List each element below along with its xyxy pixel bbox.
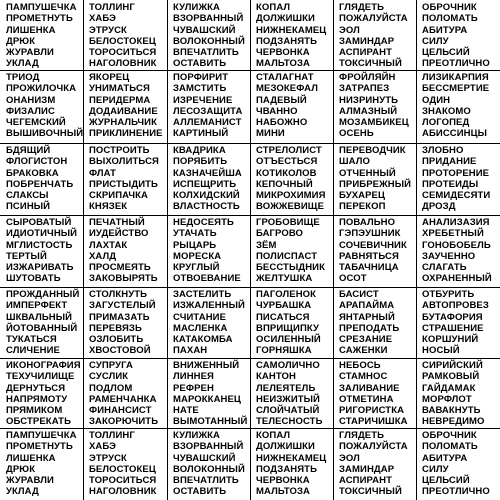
grid-word: ВЫШИВОЧНЫЙ — [6, 128, 83, 140]
grid-word: ФЛОГИСТОН — [6, 156, 68, 168]
grid-word: САМОЛИЧНО — [256, 360, 320, 371]
grid-word: ДРЮК — [6, 463, 36, 475]
grid-word: ОБРОЧНИК — [422, 430, 477, 441]
grid-word: ГЭПЭУШНИК — [339, 228, 401, 240]
grid-word: ЭТРУСК — [89, 24, 127, 36]
grid-word: ПОДЗАНЯТЬ — [256, 35, 318, 47]
grid-word: ИУДЕЙСТВО — [89, 228, 149, 240]
grid-word: ПОРЯБИТЬ — [173, 156, 228, 168]
grid-word: ЗАГУСТЕЛЫЙ — [89, 300, 156, 312]
grid-cell — [83, 0, 167, 70]
grid-word: ЛОГОПЕД — [422, 117, 470, 129]
grid-word: ПОДЛОМ — [89, 382, 133, 394]
grid-word: ЗАМИНДАР — [339, 463, 395, 475]
grid-word: НЕБОСЬ — [339, 360, 381, 371]
grid-word: ПАМПУШЕЧКА — [6, 430, 77, 441]
grid-word: ВОЖЖЕВИЩЕ — [256, 201, 325, 213]
grid-word: ПРЕПОДАТЬ — [339, 322, 400, 334]
grid-word: НЕДОСЕЯТЬ — [173, 217, 234, 228]
grid-cell — [0, 215, 83, 287]
grid-word: ЖУРАВЛИ — [6, 47, 54, 59]
grid-word: СЛОЙЧАТЫЙ — [256, 405, 320, 417]
grid-word: ЧУВАШСКИЙ — [173, 24, 236, 36]
grid-word: СЫРОВАТЫЙ — [6, 217, 72, 228]
grid-cell — [167, 70, 250, 143]
grid-word: МОРФЛОТ — [422, 393, 472, 405]
grid-cell — [167, 358, 250, 428]
grid-word: ОТЪЕСТЬСЯ — [256, 156, 318, 168]
grid-word: ПОЛОМАТЬ — [422, 13, 478, 25]
grid-word: МАЛЬТОЗА — [256, 486, 310, 498]
grid-word: ЧЕРВОНКА — [256, 475, 310, 487]
grid-word: СЛИЧЕНИЕ — [6, 345, 60, 357]
grid-word: УНИМАТЬСЯ — [89, 83, 150, 95]
grid-word: ДОЛЖИШКИ — [256, 13, 315, 25]
grid-word: НАПРЯМОТУ — [6, 393, 68, 405]
grid-word: ВПРИЩИПКУ — [256, 322, 320, 334]
grid-word: ЗАМСТИТЬ — [173, 83, 227, 95]
grid-word: КУЛИЖКА — [173, 2, 221, 13]
grid-word: ИДИОТИЧНЫЙ — [6, 228, 78, 240]
grid-word: ФИЗАЛИС — [6, 105, 55, 117]
grid-cell — [333, 358, 416, 428]
grid-word: ПЕРЕВОДЧИК — [339, 145, 406, 156]
grid-word: ПРИКЛИНЕНИЕ — [89, 128, 163, 140]
grid-word: ПЕЧАТНЫЙ — [89, 217, 145, 228]
grid-word: ПСИНЫЙ — [6, 201, 51, 213]
grid-word: РИГОРИСТКА — [339, 405, 405, 417]
grid-word: СОЧЕВИЧНИК — [339, 239, 407, 251]
grid-word: НЕИЗЖИТЫЙ — [256, 393, 320, 405]
grid-word: ЧВАННО — [256, 105, 298, 117]
grid-word: ЛИЗИКАРПИЯ — [422, 72, 489, 83]
grid-cell — [0, 70, 83, 143]
grid-word: КВАДРИКА — [173, 145, 226, 156]
grid-word: ДОЛЖИШКИ — [256, 441, 315, 453]
grid-word: НАГОЛОВНИК — [89, 486, 157, 498]
grid-word: ЛИШЕНКА — [6, 452, 56, 464]
grid-word: ПОЖАЛУЙСТА — [339, 441, 408, 453]
grid-word: ПОБРЕНЧАТЬ — [6, 178, 74, 190]
grid-word: СТОЛКНУТЬ — [89, 289, 148, 300]
grid-word: КОЛХИДСКИЙ — [173, 190, 240, 202]
grid-word: ЛЕЛЕЯТЕЛЬ — [256, 382, 316, 394]
grid-word: ЯКОРЕЦ — [89, 72, 130, 83]
grid-word: ОЗЛОБИТЬ — [89, 334, 144, 346]
grid-cell — [416, 70, 500, 143]
grid-cell — [333, 0, 416, 70]
grid-word: ШАЛО — [339, 156, 370, 168]
grid-word: ЗАКОРЮЧИТЬ — [89, 416, 159, 428]
grid-word: НОСЫЙ — [422, 345, 460, 357]
grid-cell — [83, 358, 167, 428]
grid-word: ДРОЗД — [422, 201, 456, 213]
grid-word: БРАКОВКА — [6, 167, 59, 179]
grid-word: МГЛИСТОСТЬ — [6, 239, 73, 251]
grid-word: ПАХАН — [173, 345, 208, 357]
grid-word: РАВНЯТЬСЯ — [339, 250, 399, 262]
grid-word: ЗАУЧЕННО — [422, 250, 476, 262]
grid-word: УКЛАД — [6, 58, 39, 70]
grid-word: ИЗЖАЛЕННЫЙ — [173, 300, 245, 312]
grid-word: БЕЛОСТОКЕЦ — [89, 35, 156, 47]
grid-cell — [250, 143, 333, 215]
grid-word: НИЖНЕКАМЕЦ — [256, 452, 327, 464]
grid-word: МАЛЬТОЗА — [256, 58, 310, 70]
grid-word: БАСИСТ — [339, 289, 379, 300]
grid-cell — [250, 358, 333, 428]
grid-word: БЕССТЫДНИК — [256, 262, 326, 274]
grid-word: ПРИСТЫДИТЬ — [89, 178, 158, 190]
grid-word: ФРОЙЛЯЙН — [339, 72, 396, 83]
grid-word: АВТОПРОВЕЗ — [422, 300, 489, 312]
grid-word: ГАЙДАМАК — [422, 382, 476, 394]
grid-word: ТУКАТЬСЯ — [6, 334, 57, 346]
grid-word: ФЛАТ — [89, 167, 117, 179]
grid-word: ВПЕЧАТЛИТЬ — [173, 475, 239, 487]
grid-word: ПОСТРОИТЬ — [89, 145, 150, 156]
grid-word: СКРИПАЧКА — [89, 190, 149, 202]
grid-cell — [416, 0, 500, 70]
grid-word: КАТАКОМБА — [173, 334, 233, 346]
grid-word: БУТАФОРИЯ — [422, 311, 483, 323]
grid-word: ДОДАИВАНИЕ — [89, 105, 158, 117]
grid-word: АЛМАЗНЫЙ — [339, 105, 398, 117]
grid-word: СЛАКСЫ — [6, 190, 49, 202]
grid-word: ПРОТЕИДЫ — [422, 178, 479, 190]
grid-word: ПРОЖИЛОЧКА — [6, 83, 77, 95]
grid-word: НЕВРЕДИМО — [422, 416, 485, 428]
grid-word: ЧУВАШСКИЙ — [173, 452, 236, 464]
grid-word: ТЕЛЕСНОСТЬ — [256, 416, 323, 428]
grid-word: ТОРОСИТЬСЯ — [89, 475, 157, 487]
grid-column-divider — [250, 0, 251, 500]
grid-word: ОСТАВИТЬ — [173, 58, 227, 70]
grid-word: СИЛУ — [422, 35, 449, 47]
grid-word: САЖЕНКИ — [339, 345, 388, 357]
grid-word: МАРОККАНЕЦ — [173, 393, 241, 405]
grid-word: ПРОЖДАННЫЙ — [6, 289, 80, 300]
grid-word: ЗЛОБНО — [422, 145, 464, 156]
grid-word: ПРИБРЕЖНЫЙ — [339, 178, 412, 190]
grid-word: ИЗЖАРИВАТЬ — [6, 262, 74, 274]
grid-cell — [83, 428, 167, 500]
grid-word: КРУГЛЫЙ — [173, 262, 220, 274]
grid-word: ГЛЯДЕТЬ — [339, 430, 385, 441]
grid-cell — [0, 358, 83, 428]
grid-word: ОТБУРИТЬ — [422, 289, 475, 300]
grid-word: ЛАХТАК — [89, 239, 128, 251]
grid-word: ОСТАВИТЬ — [173, 486, 227, 498]
grid-word: ЖЕЛТУШКА — [256, 273, 313, 285]
grid-word: КНЯЗЕК — [89, 201, 128, 213]
grid-cell — [250, 0, 333, 70]
grid-word: НИЗРИНУТЬ — [339, 94, 399, 106]
grid-word: ЧЕРВОНКА — [256, 47, 310, 59]
grid-cell — [167, 287, 250, 358]
grid-word: ХРЕБЕТНЫЙ — [422, 228, 484, 240]
grid-word: ЗАКОВЫРЯТЬ — [89, 273, 158, 285]
grid-word: СИЛУ — [422, 463, 449, 475]
grid-word: ХАЛД — [89, 250, 117, 262]
grid-word: ЖУРНАЛЬЧИК — [89, 117, 157, 129]
grid-word: СТАМНОС — [339, 371, 388, 383]
grid-word: АЛЛЕМАНИСТ — [173, 117, 242, 129]
grid-word: ЗАМИНДАР — [339, 35, 395, 47]
grid-word: ПЕРЕВЯЗЬ — [89, 322, 142, 334]
grid-word: ДРЮК — [6, 35, 36, 47]
grid-word: ИМПЕРФЕКТ — [6, 300, 68, 312]
grid-word: СЛАГАТЬ — [422, 262, 467, 274]
grid-word: ЗАТРАПЕЗ — [339, 83, 390, 95]
grid-word: ОБРОЧНИК — [422, 2, 477, 13]
grid-cell — [167, 0, 250, 70]
grid-word: СЧИТАНИЕ — [173, 311, 227, 323]
grid-word: ГРОБОВИЩЕ — [256, 217, 320, 228]
grid-word: ПОЖАЛУЙСТА — [339, 13, 408, 25]
grid-word: СТАРИЧИШКА — [339, 416, 408, 428]
grid-cell — [416, 287, 500, 358]
grid-word: СЕМИДЕСЯТИ — [422, 190, 491, 202]
grid-word: БЕЛОСТОКЕЦ — [89, 463, 156, 475]
grid-word: УКЛАД — [6, 486, 39, 498]
grid-cell — [83, 70, 167, 143]
grid-word: ПЕРИДЕРМА — [89, 94, 151, 106]
grid-word: ТАБАЧНИЦА — [339, 262, 399, 274]
grid-word: ЭТРУСК — [89, 452, 127, 464]
grid-word: ХАБЭ — [89, 13, 116, 25]
grid-word: ВОЛОКОННЫЙ — [173, 463, 245, 475]
grid-word: ЗАЛИВАНИЕ — [339, 382, 400, 394]
grid-word: ТОЛЛИНГ — [89, 430, 135, 441]
grid-word: ВЛАСТНОСТЬ — [173, 201, 240, 213]
grid-column-divider — [416, 0, 417, 500]
grid-word: ПРИМАЗАТЬ — [89, 311, 150, 323]
grid-word: КОТИКОЛОВ — [256, 167, 317, 179]
grid-word: ТОКСИЧНЫЙ — [339, 486, 402, 498]
grid-cell — [250, 428, 333, 500]
grid-word: ВАВАКНУТЬ — [422, 405, 481, 417]
grid-word: КОПАЛ — [256, 430, 291, 441]
grid-word: ОСОТ — [339, 273, 367, 285]
grid-word: СТАЛАГНАТ — [256, 72, 314, 83]
grid-word: ГОНОБОБЕЛЬ — [422, 239, 491, 251]
grid-cell — [333, 428, 416, 500]
grid-column-divider — [167, 0, 168, 500]
grid-word: ХВОСТОВОЙ — [89, 345, 151, 357]
grid-word: БЕССМЕРТИЕ — [422, 83, 490, 95]
grid-word: ВНИЖЕННЫЙ — [173, 360, 240, 371]
grid-word: ШКВАЛЬНЫЙ — [6, 311, 73, 323]
grid-word: МОЗАМБИКЕЦ — [339, 117, 409, 129]
grid-word: ФИНАНСИСТ — [89, 405, 152, 417]
grid-word: ЦЕЛЬСИЙ — [422, 47, 470, 59]
grid-word: АСПИРАНТ — [339, 475, 392, 487]
grid-word: РАМКОВЫЙ — [422, 371, 480, 383]
grid-word: ГОРНЯШКА — [256, 345, 312, 357]
grid-word: ВЗОРВАННЫЙ — [173, 441, 244, 453]
grid-word: СУСЛИК — [89, 371, 129, 383]
grid-cell — [250, 287, 333, 358]
grid-cell — [416, 358, 500, 428]
grid-cell — [167, 428, 250, 500]
grid-word: ЗАСТЕЛИТЬ — [173, 289, 232, 300]
grid-word: ПИСАТЬСЯ — [256, 311, 310, 323]
grid-word: СРЕЗАНИЕ — [339, 334, 393, 346]
grid-word: МИНИ — [256, 128, 285, 140]
grid-word: КАЗНАЧЕЙША — [173, 167, 242, 179]
grid-word: ОНАНИЗМ — [6, 94, 56, 106]
grid-word: ТРИОД — [6, 72, 40, 83]
grid-column-divider — [83, 0, 84, 500]
grid-cell — [0, 0, 83, 70]
grid-cell — [250, 215, 333, 287]
grid-word: ЖУРАВЛИ — [6, 475, 54, 487]
grid-word: ПРОСМЕЯТЬ — [89, 262, 151, 274]
grid-word: ИСПЕЩРИТЬ — [173, 178, 237, 190]
grid-word: ПРОМЕТНУТЬ — [6, 13, 73, 25]
grid-word: ЦЕЛЬСИЙ — [422, 475, 470, 487]
grid-word: ПОДЗАНЯТЬ — [256, 463, 318, 475]
grid-cell — [0, 143, 83, 215]
grid-word: ЗЁМ — [256, 239, 277, 251]
grid-cell — [333, 215, 416, 287]
grid-word: ЯНТАРНЫЙ — [339, 311, 395, 323]
grid-cell — [333, 287, 416, 358]
grid-cell — [333, 143, 416, 215]
grid-word: ВОЛОКОННЫЙ — [173, 35, 245, 47]
grid-cell — [167, 143, 250, 215]
grid-word: РАМЕНЧАНКА — [89, 393, 157, 405]
grid-cell — [83, 287, 167, 358]
grid-word: АСПИРАНТ — [339, 47, 392, 59]
grid-word: ПРИДАНИЕ — [422, 156, 477, 168]
grid-word: ВЫМОТАННЫЙ — [173, 416, 248, 428]
grid-word: ОХРАНЕННЫЙ — [422, 273, 492, 285]
grid-word: ДЕРНУТЬСЯ — [6, 382, 66, 394]
grid-cell — [167, 215, 250, 287]
grid-word: ПОРФИРИТ — [173, 72, 229, 83]
grid-word: ЛИШЕНКА — [6, 24, 56, 36]
grid-word: ИКОНОГРАФИЯ — [6, 360, 81, 371]
grid-cell — [333, 70, 416, 143]
grid-word: ШУТОВАТЬ — [6, 273, 61, 285]
grid-word: АБИССИНЦЫ — [422, 128, 488, 140]
grid-word: ОСИЛЕННЫЙ — [256, 334, 321, 346]
grid-word: КОПАЛ — [256, 2, 291, 13]
grid-word: ВЗОРВАННЫЙ — [173, 13, 244, 25]
grid-word: ПАГОЛЕНОК — [256, 289, 317, 300]
grid-word: КУЛИЖКА — [173, 430, 221, 441]
grid-cell — [83, 215, 167, 287]
grid-word: НАТЕ — [173, 405, 199, 417]
grid-word: ПОЛИСПАСТ — [256, 250, 318, 262]
grid-word: ТОРОСИТЬСЯ — [89, 47, 157, 59]
grid-cell — [250, 70, 333, 143]
grid-word: БДЯЩИЙ — [6, 145, 51, 156]
grid-word: ПЕРЕКОП — [339, 201, 386, 213]
grid-word: ПРОМЕТНУТЬ — [6, 441, 73, 453]
grid-word: РЕФРЕН — [173, 382, 214, 394]
grid-word: ОТВОЕВАНИЕ — [173, 273, 241, 285]
grid-word: ПОЛОМАТЬ — [422, 441, 478, 453]
grid-word: ПОВАЛЬНО — [339, 217, 396, 228]
grid-word: РЫЦАРЬ — [173, 239, 217, 251]
grid-cell — [416, 143, 500, 215]
grid-word: КАНТОН — [256, 371, 296, 383]
grid-word: ГЛЯДЕТЬ — [339, 2, 385, 13]
grid-word: ПРЕОТЛИЧНО — [422, 58, 490, 70]
grid-word: АБИТУРА — [422, 24, 468, 36]
grid-word: ПАМПУШЕЧКА — [6, 2, 77, 13]
grid-word: ОБСТРЕКАТЬ — [6, 416, 72, 428]
grid-word: КОРШУНИЙ — [422, 334, 479, 346]
grid-word: МЕЗОКЕФАЛ — [256, 83, 319, 95]
grid-word: ЗНАКОМО — [422, 105, 471, 117]
grid-word: ПРЕОТЛИЧНО — [422, 486, 490, 498]
grid-word: НИЖНЕКАМЕЦ — [256, 24, 327, 36]
grid-word: ТОЛЛИНГ — [89, 2, 135, 13]
grid-word: ОТМЕТИНА — [339, 393, 394, 405]
grid-word: ВЫХОЛИТЬСЯ — [89, 156, 159, 168]
grid-word: МИКРОХИМИЯ — [256, 190, 326, 202]
grid-cell — [416, 215, 500, 287]
grid-word: НАГОЛОВНИК — [89, 58, 157, 70]
grid-word: ТЕРТЫЙ — [6, 250, 47, 262]
grid-word: ЧУРБАШКА — [256, 300, 312, 312]
grid-word: ОСЕНЬ — [339, 128, 374, 140]
grid-word: ЭОЛ — [339, 452, 360, 464]
grid-word: ЭОЛ — [339, 24, 360, 36]
grid-word: МОРЕСКА — [173, 250, 222, 262]
grid-word: АРАПАЙМА — [339, 300, 395, 312]
grid-cell — [0, 287, 83, 358]
grid-word: НАБОЖНО — [256, 117, 308, 129]
grid-word: ИЗРЕЧЕНИЕ — [173, 94, 233, 106]
grid-word: СУПРУГА — [89, 360, 133, 371]
grid-word: ПРОТОРЕНИЕ — [422, 167, 490, 179]
grid-word: МАСЛЕНКА — [173, 322, 228, 334]
grid-word: ОТЧЕННЫЙ — [339, 167, 396, 179]
grid-word: ОДИН — [422, 94, 451, 106]
grid-word: КЕПОЧНЫЙ — [256, 178, 313, 190]
grid-word: БУХАРЕЦ — [339, 190, 386, 202]
grid-word: УТАЧАТЬ — [173, 228, 217, 240]
grid-word: ПРЯМИКОМ — [6, 405, 63, 417]
grid-word: АБИТУРА — [422, 452, 468, 464]
grid-word: ТОКСИЧНЫЙ — [339, 58, 402, 70]
grid-word: ЛИННЕЯ — [173, 371, 214, 383]
grid-word: ВПЕЧАТЛИТЬ — [173, 47, 239, 59]
grid-word: КАРТИНЫЙ — [173, 128, 229, 140]
grid-word: АНАЛИЗАЗИЯ — [422, 217, 490, 228]
grid-word: СИРИЙСКИЙ — [422, 360, 483, 371]
grid-word: ЙОТОВАННЫЙ — [6, 322, 78, 334]
grid-word: ПАДЕВЫЙ — [256, 94, 307, 106]
grid-cell — [83, 143, 167, 215]
grid-word: ТЕХУЧИЛИЩЕ — [6, 371, 75, 383]
grid-cell — [0, 428, 83, 500]
grid-word: СТРЕЛОЛИСТ — [256, 145, 322, 156]
grid-word: ХАБЭ — [89, 441, 116, 453]
grid-word: БАГРОВО — [256, 228, 304, 240]
grid-cell — [416, 428, 500, 500]
grid-word: ЛЕСОЗАЩИТА — [173, 105, 243, 117]
grid-word: СТРАШЕНИЕ — [422, 322, 484, 334]
grid-column-divider — [333, 0, 334, 500]
grid-word: ЧЕГЕМСКИЙ — [6, 117, 66, 129]
